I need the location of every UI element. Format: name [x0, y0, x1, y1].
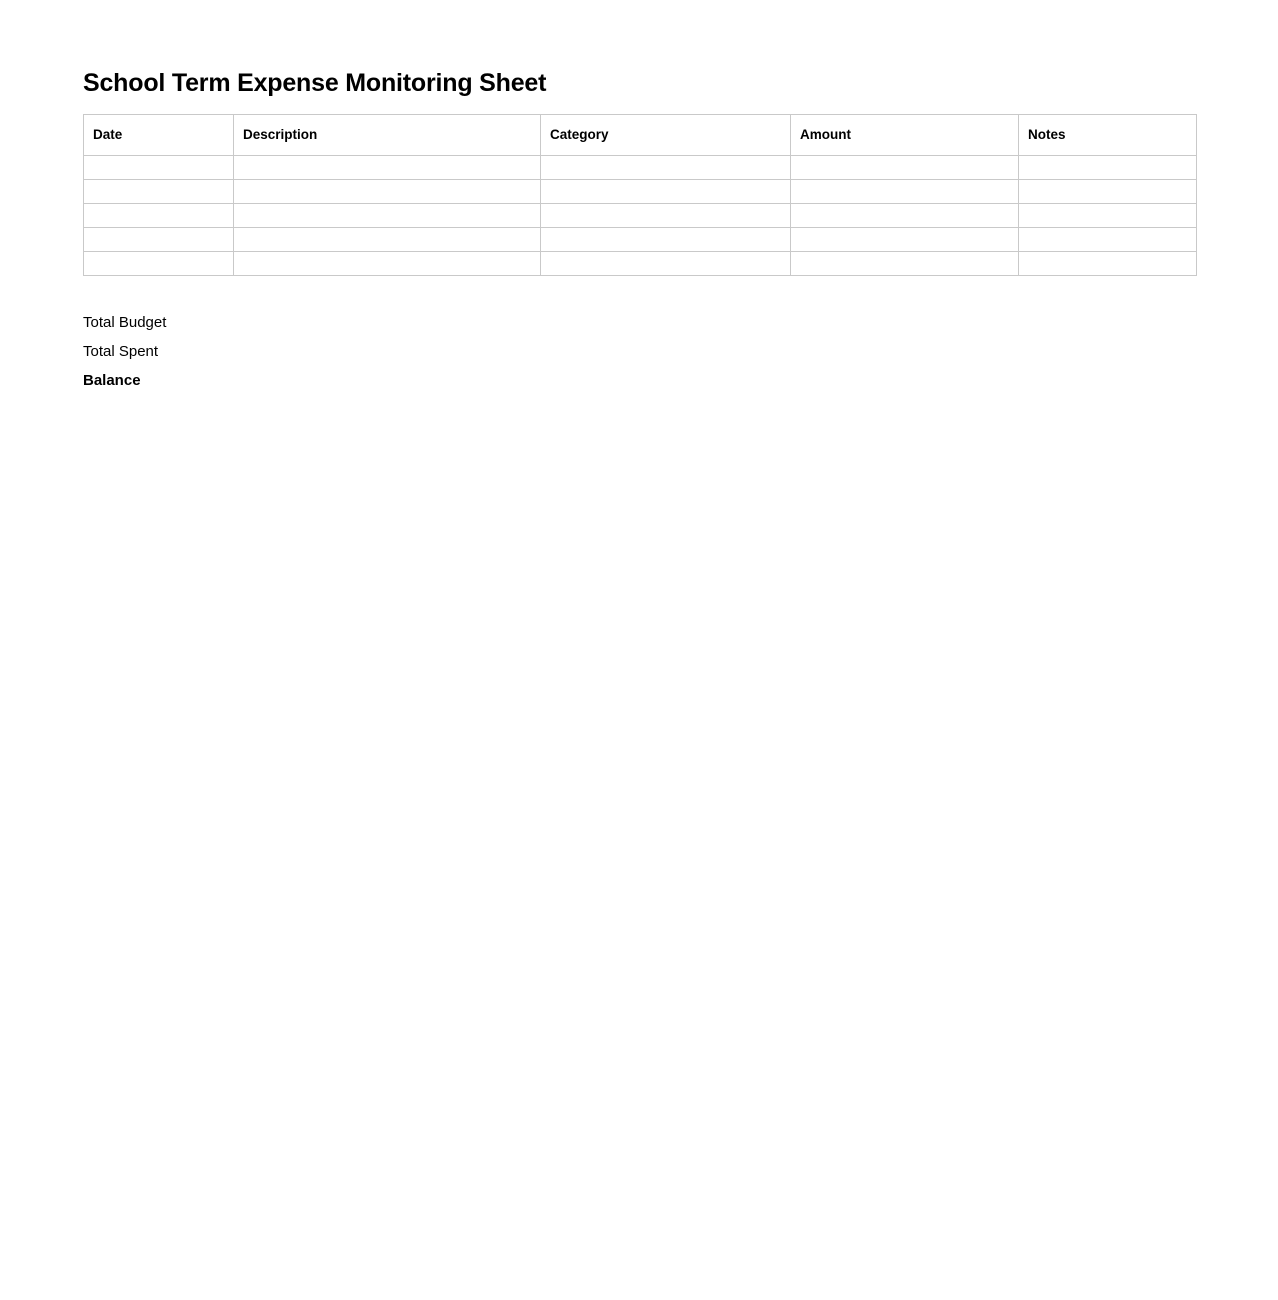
table-row[interactable] [84, 252, 1197, 276]
cell-notes[interactable] [1019, 228, 1197, 252]
cell-category[interactable] [541, 228, 791, 252]
column-header-description: Description [234, 115, 541, 156]
table-row[interactable] [84, 228, 1197, 252]
table-header-row [84, 115, 1197, 156]
table-row[interactable] [84, 156, 1197, 180]
column-header-notes: Notes [1019, 115, 1197, 156]
column-header-amount: Amount [791, 115, 1019, 156]
cell-amount[interactable] [791, 156, 1019, 180]
table-row[interactable] [84, 204, 1197, 228]
column-header-category: Category [541, 115, 791, 156]
column-header-date: Date [84, 115, 234, 156]
cell-category[interactable] [541, 252, 791, 276]
cell-category[interactable] [541, 204, 791, 228]
cell-date[interactable] [84, 156, 234, 180]
cell-description[interactable] [234, 252, 541, 276]
summary-row-balance [83, 370, 683, 399]
cell-description[interactable] [234, 156, 541, 180]
cell-date[interactable] [84, 180, 234, 204]
summary-section [83, 312, 683, 399]
cell-notes[interactable] [1019, 180, 1197, 204]
summary-label-balance: Balance [83, 372, 141, 389]
cell-date[interactable] [84, 252, 234, 276]
cell-amount[interactable] [791, 204, 1019, 228]
cell-date[interactable] [84, 204, 234, 228]
cell-notes[interactable] [1019, 204, 1197, 228]
summary-label-total-budget: Total Budget [83, 314, 167, 331]
cell-amount[interactable] [791, 180, 1019, 204]
summary-row-total-budget [83, 312, 683, 341]
cell-notes[interactable] [1019, 252, 1197, 276]
cell-notes[interactable] [1019, 156, 1197, 180]
expense-table [83, 114, 1197, 276]
summary-label-total-spent: Total Spent [83, 343, 159, 360]
cell-description[interactable] [234, 228, 541, 252]
table-row[interactable] [84, 180, 1197, 204]
cell-category[interactable] [541, 156, 791, 180]
cell-description[interactable] [234, 180, 541, 204]
cell-amount[interactable] [791, 252, 1019, 276]
cell-category[interactable] [541, 180, 791, 204]
page-title: School Term Expense Monitoring Sheet [83, 68, 547, 97]
cell-amount[interactable] [791, 228, 1019, 252]
table-body [84, 156, 1197, 276]
cell-description[interactable] [234, 204, 541, 228]
table-header [84, 115, 1197, 156]
cell-date[interactable] [84, 228, 234, 252]
summary-row-total-spent [83, 341, 683, 370]
